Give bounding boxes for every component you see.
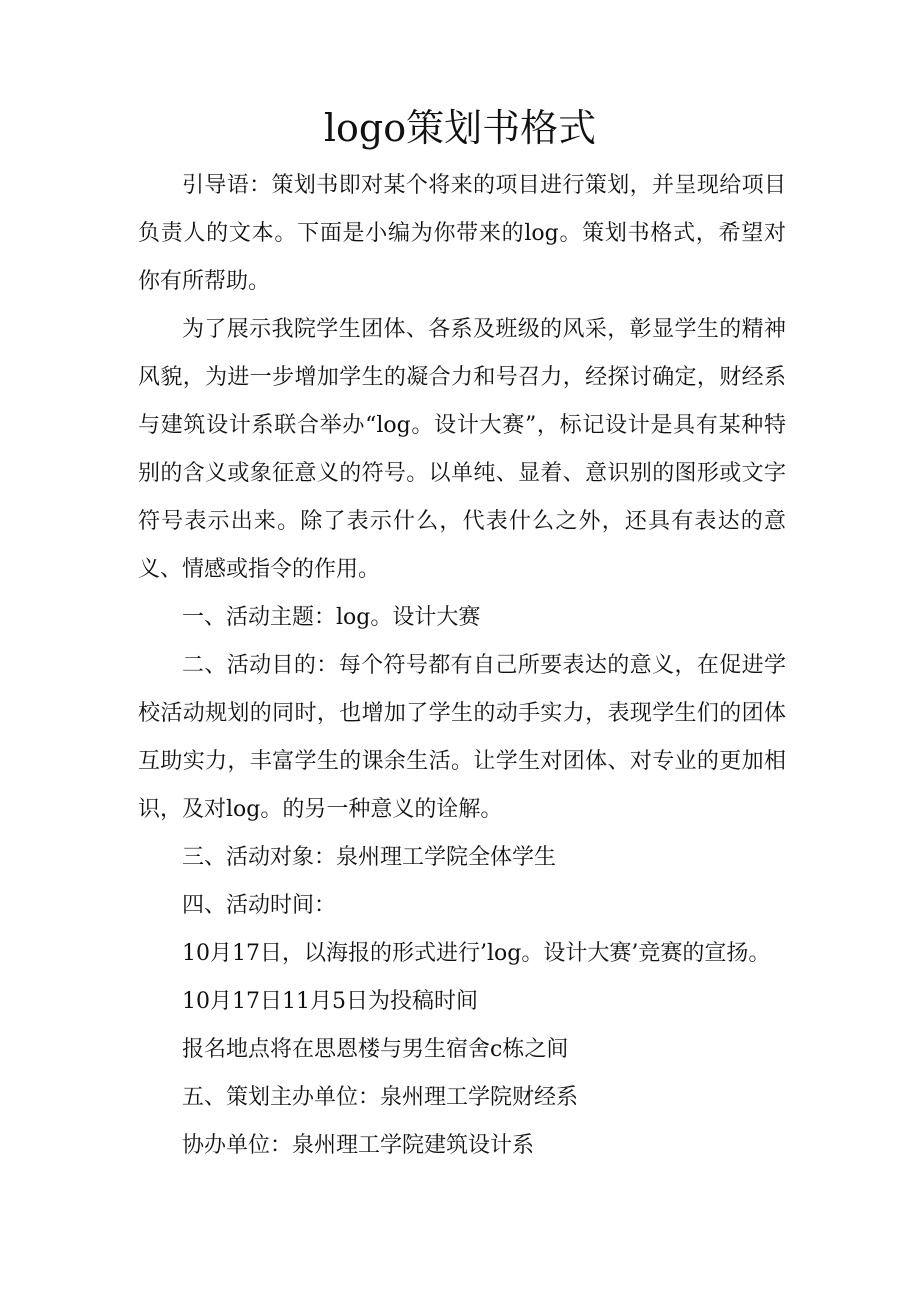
paragraph-audience: 三、活动对象：泉州理工学院全体学生 bbox=[182, 845, 557, 870]
paragraph-purpose: 二、活动目的：每个符号都有自己所要表达的意义，在促进学校活动规划的同时，也增加了学生的动手实力，表现学生们的团体互助实力，丰富学生的课余生活。让学生对团体、对专业的更加相识，及对log。的另一种意义的诠解。 bbox=[138, 653, 786, 822]
document-title: logo策划书格式 bbox=[323, 106, 597, 150]
document-body bbox=[138, 162, 786, 1170]
paragraph-time-heading: 四、活动时间： bbox=[182, 893, 337, 918]
paragraph-time-promotion: 10月17日，以海报的形式进行’log。设计大赛’竞赛的宣扬。 bbox=[182, 941, 771, 966]
paragraph-theme: 一、活动主题：log。设计大赛 bbox=[182, 605, 481, 630]
paragraph-background: 为了展示我院学生团体、各系及班级的风采，彰显学生的精神风貌，为进一步增加学生的凝合力和号召力，经探讨确定，财经系与建筑设计系联合举办“log。设计大赛”，标记设计是具有某种特别的含义或象征意义的符号。以单纯、显着、意识别的图形或文字符号表示出来。除了表示什么，代表什么之外，还具有表达的意义、情感或指令的作用。 bbox=[138, 317, 786, 582]
paragraph-organizer: 五、策划主办单位：泉州理工学院财经系 bbox=[182, 1085, 579, 1110]
paragraph-time-submission: 10月17日11月5日为投稿时间 bbox=[182, 989, 478, 1014]
paragraph-co-organizer: 协办单位：泉州理工学院建筑设计系 bbox=[182, 1133, 535, 1158]
paragraph-registration-location: 报名地点将在思恩楼与男生宿舍c栋之间 bbox=[182, 1037, 569, 1062]
paragraph-intro: 引导语：策划书即对某个将来的项目进行策划，并呈现给项目负责人的文本。下面是小编为你带来的log。策划书格式，希望对你有所帮助。 bbox=[138, 173, 786, 294]
